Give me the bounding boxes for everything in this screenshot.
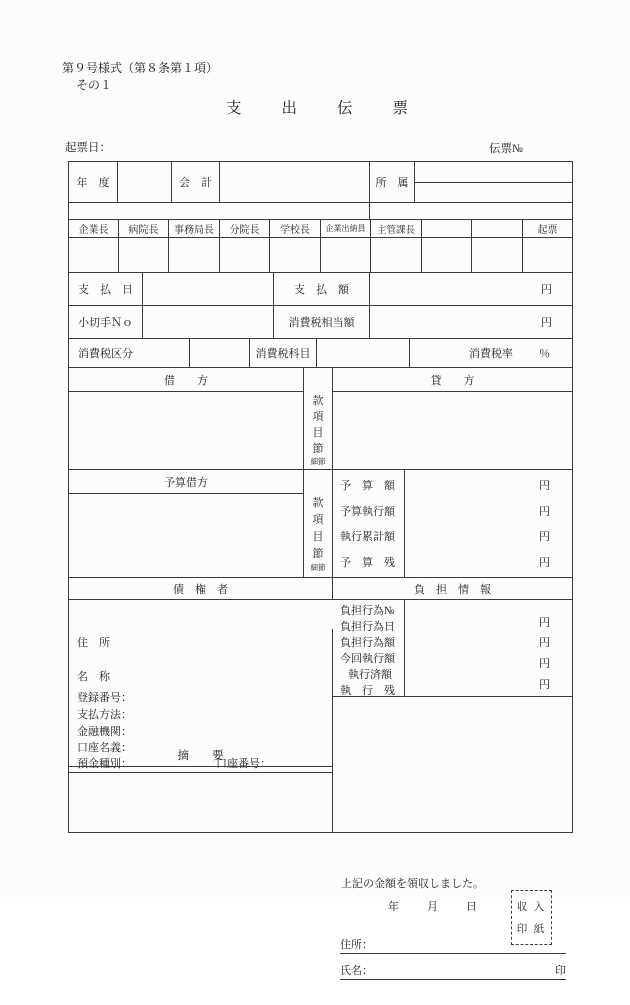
approval-col-jimukyokucho: 事務局長 [169, 220, 220, 238]
approval-stamp-6 [321, 238, 371, 273]
budget-values [405, 470, 572, 578]
tax-subject-field [317, 339, 410, 368]
revenue-stamp-line2: 印 紙 [516, 924, 547, 936]
burden-info-header: 負 担 情 報 [333, 578, 572, 600]
budget-remaining-field: 円 [539, 557, 550, 570]
approval-stamp-7 [371, 238, 422, 273]
burden-labels [333, 600, 405, 697]
summary-header: 摘 要 [69, 744, 333, 767]
form-sub-code: その１ [76, 78, 113, 92]
check-no-label: 小切手Ｎｏ [69, 306, 143, 339]
receipt-cell [333, 870, 572, 1005]
executed-amount-label: 執行済額 [348, 669, 392, 681]
approval-col-gakkocho: 学校長 [270, 220, 321, 238]
creditor-bank-label: 金融機関： [77, 726, 132, 738]
tax-equivalent-label: 消費税相当額 [274, 306, 370, 339]
receipt-name-line [340, 962, 566, 980]
execution-remaining-field: 円 [539, 678, 550, 691]
budget-labels [333, 470, 405, 578]
creditor-account-holder-label: 口座名義： [77, 742, 132, 754]
issue-date-label: 起票日： [65, 142, 111, 154]
affiliation-field-top [415, 162, 572, 183]
fiscal-year-field [118, 162, 172, 203]
budget-debit-field [69, 494, 304, 578]
tax-rate-cell [410, 339, 572, 368]
approval-col-shukankacho: 主管課長 [371, 220, 422, 238]
page-title: 支 出 伝 票 [226, 100, 412, 117]
slip-no-label: 伝票№ [489, 143, 523, 155]
level-ko: 項 [312, 514, 324, 526]
budget-cumulative-label: 執行累計額 [340, 531, 395, 544]
debit-header: 借 方 [69, 368, 304, 392]
tax-rate-label: 消費税率 [469, 348, 513, 360]
level-saisetsu: 細節 [310, 457, 326, 466]
approval-stamp-1 [69, 238, 119, 273]
approval-col-kihyo: 起票 [523, 220, 572, 238]
budget-cumulative-field: 円 [539, 531, 550, 544]
affiliation-label: 所 属 [370, 162, 415, 203]
creditor-account-no-label: 口座番号： [216, 758, 271, 770]
approval-col-suitoin: 企業出納員 [321, 220, 371, 238]
account-level-column-1 [304, 368, 333, 470]
check-no-field [143, 306, 274, 339]
approval-stamp-10 [523, 238, 572, 273]
creditor-address-label: 住 所 [77, 637, 110, 649]
level-setsu: 節 [312, 548, 324, 560]
approval-col-blank1 [422, 220, 472, 238]
budget-debit-header: 予算借方 [69, 470, 304, 494]
account-level-column-2 [304, 470, 333, 578]
approval-stamp-4 [220, 238, 270, 273]
affiliation-field-bottom [415, 183, 572, 203]
tax-category-field [190, 339, 250, 368]
current-execution-field: 円 [539, 637, 550, 650]
burden-act-date-label: 負担行為日 [340, 621, 395, 633]
executed-amount-field: 円 [539, 657, 550, 670]
creditor-deposit-type-label: 預金種別： [77, 758, 132, 770]
receipt-date-line: 年 月 日 [388, 901, 479, 913]
blank-row-left [69, 203, 370, 220]
tax-rate-percent: ％ [539, 348, 550, 360]
burden-act-no-label: 負担行為№ [340, 605, 395, 617]
approval-stamp-3 [169, 238, 220, 273]
summary-field [69, 767, 333, 832]
approval-col-blank2 [472, 220, 523, 238]
approval-col-kigyocho: 企業長 [69, 220, 119, 238]
approval-stamp-9 [472, 238, 523, 273]
fiscal-year-label: 年 度 [69, 162, 118, 203]
pay-date-field [143, 273, 274, 306]
account-field [220, 162, 370, 203]
pay-date-label: 支 払 日 [69, 273, 143, 306]
level-saisetsu: 細節 [310, 563, 326, 572]
level-ko: 項 [312, 411, 324, 423]
budget-remaining-label: 予 算 残 [340, 557, 395, 570]
budget-executed-label: 予算執行額 [340, 505, 395, 518]
budget-executed-field: 円 [539, 505, 550, 518]
approval-stamp-8 [422, 238, 472, 273]
approval-stamp-5 [270, 238, 321, 273]
level-moku: 目 [312, 531, 324, 543]
level-kan: 款 [312, 395, 324, 407]
tax-subject-label: 消費税科目 [250, 339, 317, 368]
receipt-statement: 上記の金額を領収しました。 [341, 878, 484, 890]
receipt-name-label: 氏名： [340, 965, 373, 977]
pay-amount-field: 円 [370, 273, 572, 306]
creditor-name-label: 名 称 [77, 671, 110, 683]
debit-field [69, 392, 304, 470]
approval-stamp-2 [119, 238, 169, 273]
receipt-address-line [340, 936, 566, 954]
account-level-list-1 [304, 392, 332, 471]
receipt-address-label: 住所： [340, 939, 373, 951]
burden-act-amount-label: 負担行為額 [340, 637, 395, 649]
budget-amount-label: 予 算 額 [340, 479, 395, 492]
revenue-stamp-line1: 収 入 [516, 901, 547, 913]
pay-amount-label: 支 払 額 [274, 273, 370, 306]
burden-values [405, 600, 572, 697]
account-level-list-2 [304, 494, 332, 577]
execution-remaining-label: 執 行 残 [340, 685, 395, 697]
tax-category-label: 消費税区分 [69, 339, 190, 368]
seal-mark: 印 [555, 965, 566, 977]
approval-col-buincho: 分院長 [220, 220, 270, 238]
creditor-reg-no-label: 登録番号： [77, 692, 132, 704]
credit-field [333, 392, 572, 470]
tax-equivalent-field: 円 [370, 306, 572, 339]
budget-amount-field: 円 [539, 479, 550, 492]
account-label: 会 計 [172, 162, 220, 203]
burden-act-amount-field: 円 [539, 616, 550, 629]
form-code: 第９号様式（第８条第１項） [62, 61, 219, 75]
current-execution-label: 今回執行額 [340, 653, 395, 665]
approval-col-byoincho: 病院長 [119, 220, 169, 238]
creditor-header: 債 権 者 [69, 578, 333, 600]
form-table [68, 161, 573, 977]
credit-header: 貸 方 [333, 368, 572, 392]
creditor-pay-method-label: 支払方法： [77, 709, 132, 721]
level-setsu: 節 [312, 443, 324, 455]
blank-row-right [370, 203, 572, 220]
level-kan: 款 [312, 497, 324, 509]
level-moku: 目 [312, 427, 324, 439]
